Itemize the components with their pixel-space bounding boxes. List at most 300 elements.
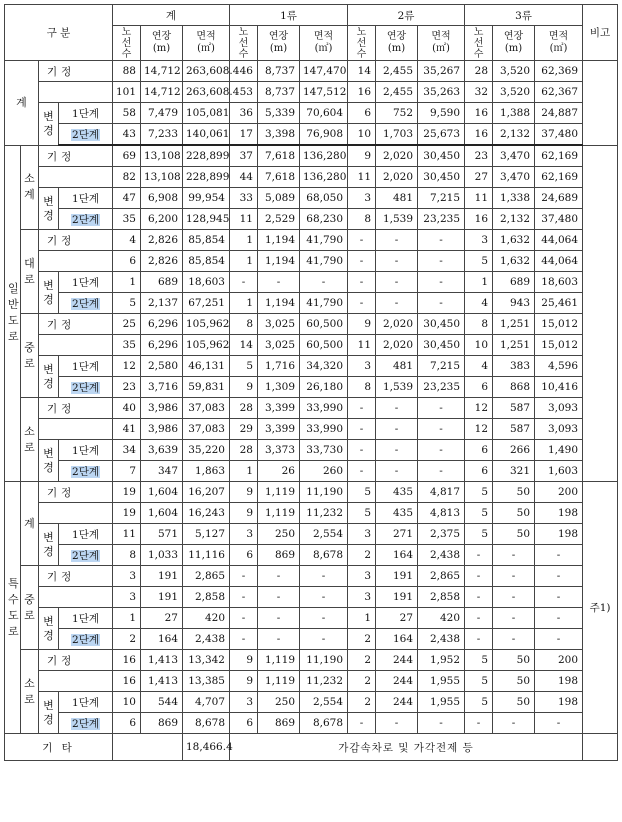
cell-value: 3,986 [141, 419, 183, 440]
cell-value: 25 [113, 314, 141, 335]
cell-value: 544 [141, 692, 183, 713]
cell-value: 136,280 [300, 167, 348, 188]
row-label-changed-blank [39, 671, 113, 692]
table-row [5, 524, 618, 545]
cell-value: 1 [230, 251, 258, 272]
cell-value: 17 [230, 124, 258, 146]
cell-value: 2 [348, 545, 376, 566]
cell-value: 1,251 [493, 314, 535, 335]
cell-value: 1,194 [258, 293, 300, 314]
header-group-class3: 3류 [465, 5, 583, 26]
cell-value: 10,416 [535, 377, 583, 398]
cell-value: 228,899 [183, 145, 230, 167]
cell-value: 1,413 [141, 671, 183, 692]
cell-value: 16 [348, 82, 376, 103]
stage2-highlight: 2단계 [72, 465, 99, 478]
road-statistics-table-container [4, 4, 617, 761]
cell-value: 2,826 [141, 230, 183, 251]
cell-value: 9 [348, 314, 376, 335]
cell-value: 5,127 [183, 524, 230, 545]
cell-value: 2,132 [493, 124, 535, 146]
cell-value: 16 [465, 103, 493, 124]
cell-value: 6,908 [141, 188, 183, 209]
cell-value: 16 [465, 209, 493, 230]
cell-value: 3,470 [493, 167, 535, 188]
cell-value: 41,790 [300, 230, 348, 251]
cell-value: 19 [113, 503, 141, 524]
cell-value: 68,230 [300, 209, 348, 230]
remark-cell [583, 734, 618, 761]
cell-value: 6 [465, 440, 493, 461]
cell-value: 1,119 [258, 503, 300, 524]
table-row [5, 314, 618, 335]
cell-value: - [300, 587, 348, 608]
cell-value: 5 [230, 356, 258, 377]
cell-value: 3 [348, 356, 376, 377]
header-remark: 비고 [583, 5, 618, 61]
cell-value: 9 [230, 671, 258, 692]
row-label-stage1: 1단계 [59, 524, 113, 545]
cell-value: - [348, 230, 376, 251]
cell-value: 1 [230, 230, 258, 251]
header-row-1 [5, 5, 618, 26]
header-sub-count-3: 노 선 수 [465, 26, 493, 61]
cell-value: 420 [418, 608, 465, 629]
row-label-existing: 기정 [39, 145, 113, 167]
cell-value: 11 [113, 524, 141, 545]
cell-value: 50 [493, 482, 535, 503]
table-row [5, 82, 618, 103]
cell-value: 7,233 [141, 124, 183, 146]
cell-value: 29 [230, 419, 258, 440]
cell-value: 2 [113, 629, 141, 650]
cell-value: - [465, 566, 493, 587]
cell-value: 16 [113, 671, 141, 692]
cell-value: 2,438 [418, 545, 465, 566]
cell-value: 41 [113, 419, 141, 440]
header-group-class1: 1류 [230, 5, 348, 26]
table-row [5, 293, 618, 314]
cell-value: 23 [465, 145, 493, 167]
row-label-changed: 변 경 [39, 608, 59, 650]
cell-value: 869 [141, 713, 183, 734]
row-label-stage1: 1단계 [59, 608, 113, 629]
stage2-highlight: 2단계 [72, 549, 99, 562]
table-row [5, 272, 618, 293]
cell-value: - [300, 629, 348, 650]
cell-value: 3,520 [493, 61, 535, 82]
cell-value: 7,618 [258, 145, 300, 167]
cell-value: 60,500 [300, 335, 348, 356]
cell-value: 420 [183, 608, 230, 629]
cell-value: 1 [348, 608, 376, 629]
cell-value: 37,480 [535, 124, 583, 146]
cell-value: 8 [113, 545, 141, 566]
cell-value: 689 [141, 272, 183, 293]
cell-value: 101 [113, 82, 141, 103]
cell-value: 28 [230, 398, 258, 419]
cell-empty [113, 734, 183, 761]
header-sub-length-0: 연장 (m) [141, 26, 183, 61]
cell-value: 4,817 [418, 482, 465, 503]
cell-value: 68,050 [300, 188, 348, 209]
cell-value: 23,235 [418, 377, 465, 398]
cell-value: 37,083 [183, 419, 230, 440]
cell-value: - [376, 272, 418, 293]
cell-value: 9 [230, 377, 258, 398]
cell-value: 60,500 [300, 314, 348, 335]
row-label-stage2 [59, 461, 113, 482]
cell-value: 1,604 [141, 482, 183, 503]
cell-value: 18,603 [535, 272, 583, 293]
cell-value: 3 [348, 566, 376, 587]
stage2-highlight: 2단계 [72, 717, 99, 730]
cell-value: 9 [230, 482, 258, 503]
cell-value: 1,703 [376, 124, 418, 146]
cell-value: 3 [348, 524, 376, 545]
cell-value: 18,603 [183, 272, 230, 293]
cell-value: 62,369 [535, 61, 583, 82]
cell-value: 9 [230, 650, 258, 671]
cell-value: 47 [113, 188, 141, 209]
row-label-changed: 변 경 [39, 440, 59, 482]
cell-value: 12 [113, 356, 141, 377]
cell-value: 2,865 [183, 566, 230, 587]
cell-value: 435 [376, 503, 418, 524]
cell-value: 50 [493, 692, 535, 713]
cell-value: 198 [535, 524, 583, 545]
cell-value: 752 [376, 103, 418, 124]
cell-value: 3,399 [258, 398, 300, 419]
cell-value: - [258, 566, 300, 587]
cell-value: 1,603 [535, 461, 583, 482]
cell-value: - [418, 419, 465, 440]
table-row [5, 650, 618, 671]
cell-value: 8 [348, 209, 376, 230]
cell-value: 2,529 [258, 209, 300, 230]
cell-value: - [376, 230, 418, 251]
table-row [5, 335, 618, 356]
cell-value: 35 [113, 209, 141, 230]
row-label-existing: 기정 [39, 61, 113, 82]
cell-value: 41,790 [300, 293, 348, 314]
cell-value: 3,398 [258, 124, 300, 146]
cell-value: 2,137 [141, 293, 183, 314]
cell-value: 6 [465, 377, 493, 398]
cell-value: - [300, 272, 348, 293]
row-label-stage2 [59, 209, 113, 230]
row-label-stage2 [59, 377, 113, 398]
cell-value: 7 [113, 461, 141, 482]
cell-value: 5 [465, 650, 493, 671]
cell-value: 88 [113, 61, 141, 82]
cell-value: 6 [230, 545, 258, 566]
table-row [5, 692, 618, 713]
cell-value: 2 [348, 650, 376, 671]
header-sub-area-3: 면적 (㎡) [535, 26, 583, 61]
section-label-gen_small: 소 로 [21, 398, 39, 482]
cell-value: 32 [465, 82, 493, 103]
cell-value: 8,737 [258, 82, 300, 103]
cell-value: - [258, 608, 300, 629]
cell-value: 15,012 [535, 314, 583, 335]
cell-value: 6,296 [141, 314, 183, 335]
row-label-stage2 [59, 629, 113, 650]
cell-value: - [493, 545, 535, 566]
cell-value: 1,338 [493, 188, 535, 209]
cell-value: 1,194 [258, 230, 300, 251]
cell-value: 3,639 [141, 440, 183, 461]
table-row [5, 587, 618, 608]
remark-cell [583, 61, 618, 146]
cell-value: 46 [230, 61, 258, 82]
cell-value: 26,180 [300, 377, 348, 398]
cell-value: 1,539 [376, 209, 418, 230]
cell-value: 1,388 [493, 103, 535, 124]
cell-value: 3,716 [141, 377, 183, 398]
cell-value: 228,899 [183, 167, 230, 188]
cell-value: 58 [113, 103, 141, 124]
cell-value: 5 [465, 503, 493, 524]
row-label-stage2 [59, 124, 113, 146]
table-row [5, 629, 618, 650]
cell-value: 24,887 [535, 103, 583, 124]
cell-value: 587 [493, 419, 535, 440]
cell-value: 3,025 [258, 314, 300, 335]
section-label-total: 계 [5, 61, 39, 146]
cell-value: 2 [348, 671, 376, 692]
cell-value: 30,450 [418, 145, 465, 167]
cell-value: - [376, 461, 418, 482]
cell-value: 1,716 [258, 356, 300, 377]
cell-value: 1,119 [258, 650, 300, 671]
other-note: 가감속차로 및 가각전제 등 [230, 734, 583, 761]
cell-value: 14,712 [141, 82, 183, 103]
cell-value: 6 [465, 461, 493, 482]
cell-value: 67,251 [183, 293, 230, 314]
cell-value: - [465, 587, 493, 608]
cell-value: 11,232 [300, 671, 348, 692]
cell-value: 128,945 [183, 209, 230, 230]
table-row [5, 713, 618, 734]
cell-value: - [258, 629, 300, 650]
cell-value: - [535, 545, 583, 566]
cell-value: 5 [465, 251, 493, 272]
cell-value: 10 [113, 692, 141, 713]
cell-value: 2,020 [376, 335, 418, 356]
cell-value: 5 [465, 482, 493, 503]
cell-value: 2,020 [376, 314, 418, 335]
row-label-existing: 기정 [39, 314, 113, 335]
cell-value: 33 [230, 188, 258, 209]
cell-value: 19 [113, 482, 141, 503]
cell-value: 33,990 [300, 398, 348, 419]
cell-value: 164 [141, 629, 183, 650]
cell-value: 1,413 [141, 650, 183, 671]
cell-value: 62,169 [535, 167, 583, 188]
cell-value: 4 [465, 356, 493, 377]
cell-value: 2,438 [418, 629, 465, 650]
cell-value: 7,215 [418, 188, 465, 209]
cell-value: 6 [348, 103, 376, 124]
table-row [5, 124, 618, 146]
cell-value: 30,450 [418, 335, 465, 356]
cell-value: 37 [230, 145, 258, 167]
cell-value: 11,232 [300, 503, 348, 524]
cell-value: 50 [493, 650, 535, 671]
cell-value: - [376, 440, 418, 461]
header-sub-length-3: 연장 (m) [493, 26, 535, 61]
cell-value: - [465, 608, 493, 629]
cell-value: 2,580 [141, 356, 183, 377]
cell-value: 1,194 [258, 251, 300, 272]
cell-value: 33,990 [300, 419, 348, 440]
cell-value: 27 [376, 608, 418, 629]
row-label-changed-blank [39, 419, 113, 440]
cell-value: 3,520 [493, 82, 535, 103]
cell-value: 5 [348, 503, 376, 524]
cell-value: 2,554 [300, 692, 348, 713]
row-label-changed: 변 경 [39, 188, 59, 230]
cell-value: 34,320 [300, 356, 348, 377]
cell-value: 8,678 [183, 713, 230, 734]
header-sub-area-2: 면적 (㎡) [418, 26, 465, 61]
table-row [5, 398, 618, 419]
cell-value: 3,373 [258, 440, 300, 461]
cell-value: - [493, 587, 535, 608]
cell-value: 14,712 [141, 61, 183, 82]
cell-value: 11 [348, 167, 376, 188]
cell-value: 12 [465, 419, 493, 440]
row-label-changed-blank [39, 82, 113, 103]
cell-value: 35 [113, 335, 141, 356]
cell-value: 3 [348, 587, 376, 608]
cell-value: 1,119 [258, 482, 300, 503]
table-row [5, 608, 618, 629]
cell-value: - [230, 566, 258, 587]
cell-value: - [535, 566, 583, 587]
cell-value: 2,455 [376, 82, 418, 103]
cell-value: 244 [376, 692, 418, 713]
cell-value: - [348, 419, 376, 440]
cell-value: - [418, 461, 465, 482]
row-label-changed: 변 경 [39, 103, 59, 146]
cell-value: 23 [113, 377, 141, 398]
cell-value: - [418, 713, 465, 734]
row-label-other: 기 타 [5, 734, 113, 761]
cell-value: 3,093 [535, 419, 583, 440]
cell-value: 2,132 [493, 209, 535, 230]
cell-value: - [230, 629, 258, 650]
cell-value: 5,089 [258, 188, 300, 209]
cell-value: 2,455 [376, 61, 418, 82]
row-label-existing: 기정 [39, 566, 113, 587]
cell-value: 8 [465, 314, 493, 335]
section-label-gen_large: 대 로 [21, 230, 39, 314]
cell-value: 1 [113, 272, 141, 293]
cell-value: 3,025 [258, 335, 300, 356]
cell-value: 2,826 [141, 251, 183, 272]
cell-value: 1,632 [493, 251, 535, 272]
cell-value: - [376, 251, 418, 272]
cell-value: 2,554 [300, 524, 348, 545]
cell-value: 435 [376, 482, 418, 503]
cell-value: 35,263 [418, 82, 465, 103]
cell-value: 44,064 [535, 230, 583, 251]
header-sub-count-0: 노 선 수 [113, 26, 141, 61]
cell-value: 5 [113, 293, 141, 314]
table-row [5, 440, 618, 461]
cell-value: 14 [230, 335, 258, 356]
cell-value: 7,215 [418, 356, 465, 377]
table-row [5, 671, 618, 692]
cell-value: - [230, 608, 258, 629]
cell-value: - [348, 440, 376, 461]
cell-value: 1,632 [493, 230, 535, 251]
cell-value: 136,280 [300, 145, 348, 167]
table-row [5, 461, 618, 482]
table-row [5, 188, 618, 209]
cell-value: 198 [535, 671, 583, 692]
cell-value: 50 [493, 503, 535, 524]
cell-value: 263,608.4 [183, 82, 230, 103]
cell-value: 2 [348, 692, 376, 713]
cell-value: 33,730 [300, 440, 348, 461]
cell-value: 11 [348, 335, 376, 356]
table-row [5, 167, 618, 188]
cell-value: 16 [113, 650, 141, 671]
cell-value: - [300, 566, 348, 587]
cell-value: 2,020 [376, 145, 418, 167]
cell-value: 11,190 [300, 650, 348, 671]
cell-value: 62,169 [535, 145, 583, 167]
header-gubun: 구 분 [5, 5, 113, 61]
cell-value: - [418, 398, 465, 419]
cell-value: - [535, 587, 583, 608]
cell-value: 9 [348, 145, 376, 167]
cell-value: - [376, 713, 418, 734]
row-label-changed-blank [39, 587, 113, 608]
row-label-existing: 기정 [39, 398, 113, 419]
cell-value: 10 [348, 124, 376, 146]
cell-value: 200 [535, 650, 583, 671]
row-label-changed: 변 경 [39, 692, 59, 734]
row-label-stage1: 1단계 [59, 188, 113, 209]
category-special-road: 특 수 도 로 [5, 482, 21, 734]
cell-value: 3 [465, 230, 493, 251]
cell-value: - [465, 545, 493, 566]
cell-value: 3,093 [535, 398, 583, 419]
cell-value: 8,678 [300, 713, 348, 734]
cell-value: 99,954 [183, 188, 230, 209]
cell-value: 69 [113, 145, 141, 167]
cell-value: 40 [113, 398, 141, 419]
cell-value: 8,737 [258, 61, 300, 82]
row-label-stage2 [59, 713, 113, 734]
cell-value: - [348, 398, 376, 419]
cell-value: 36 [230, 103, 258, 124]
cell-value: 7,479 [141, 103, 183, 124]
cell-value: 689 [493, 272, 535, 293]
cell-value: 43 [113, 124, 141, 146]
row-label-existing: 기정 [39, 482, 113, 503]
row-label-existing: 기정 [39, 650, 113, 671]
cell-value: - [418, 251, 465, 272]
cell-value: 10 [465, 335, 493, 356]
cell-value: 1,539 [376, 377, 418, 398]
section-label-spc_total: 계 [21, 482, 39, 566]
cell-value: 266 [493, 440, 535, 461]
